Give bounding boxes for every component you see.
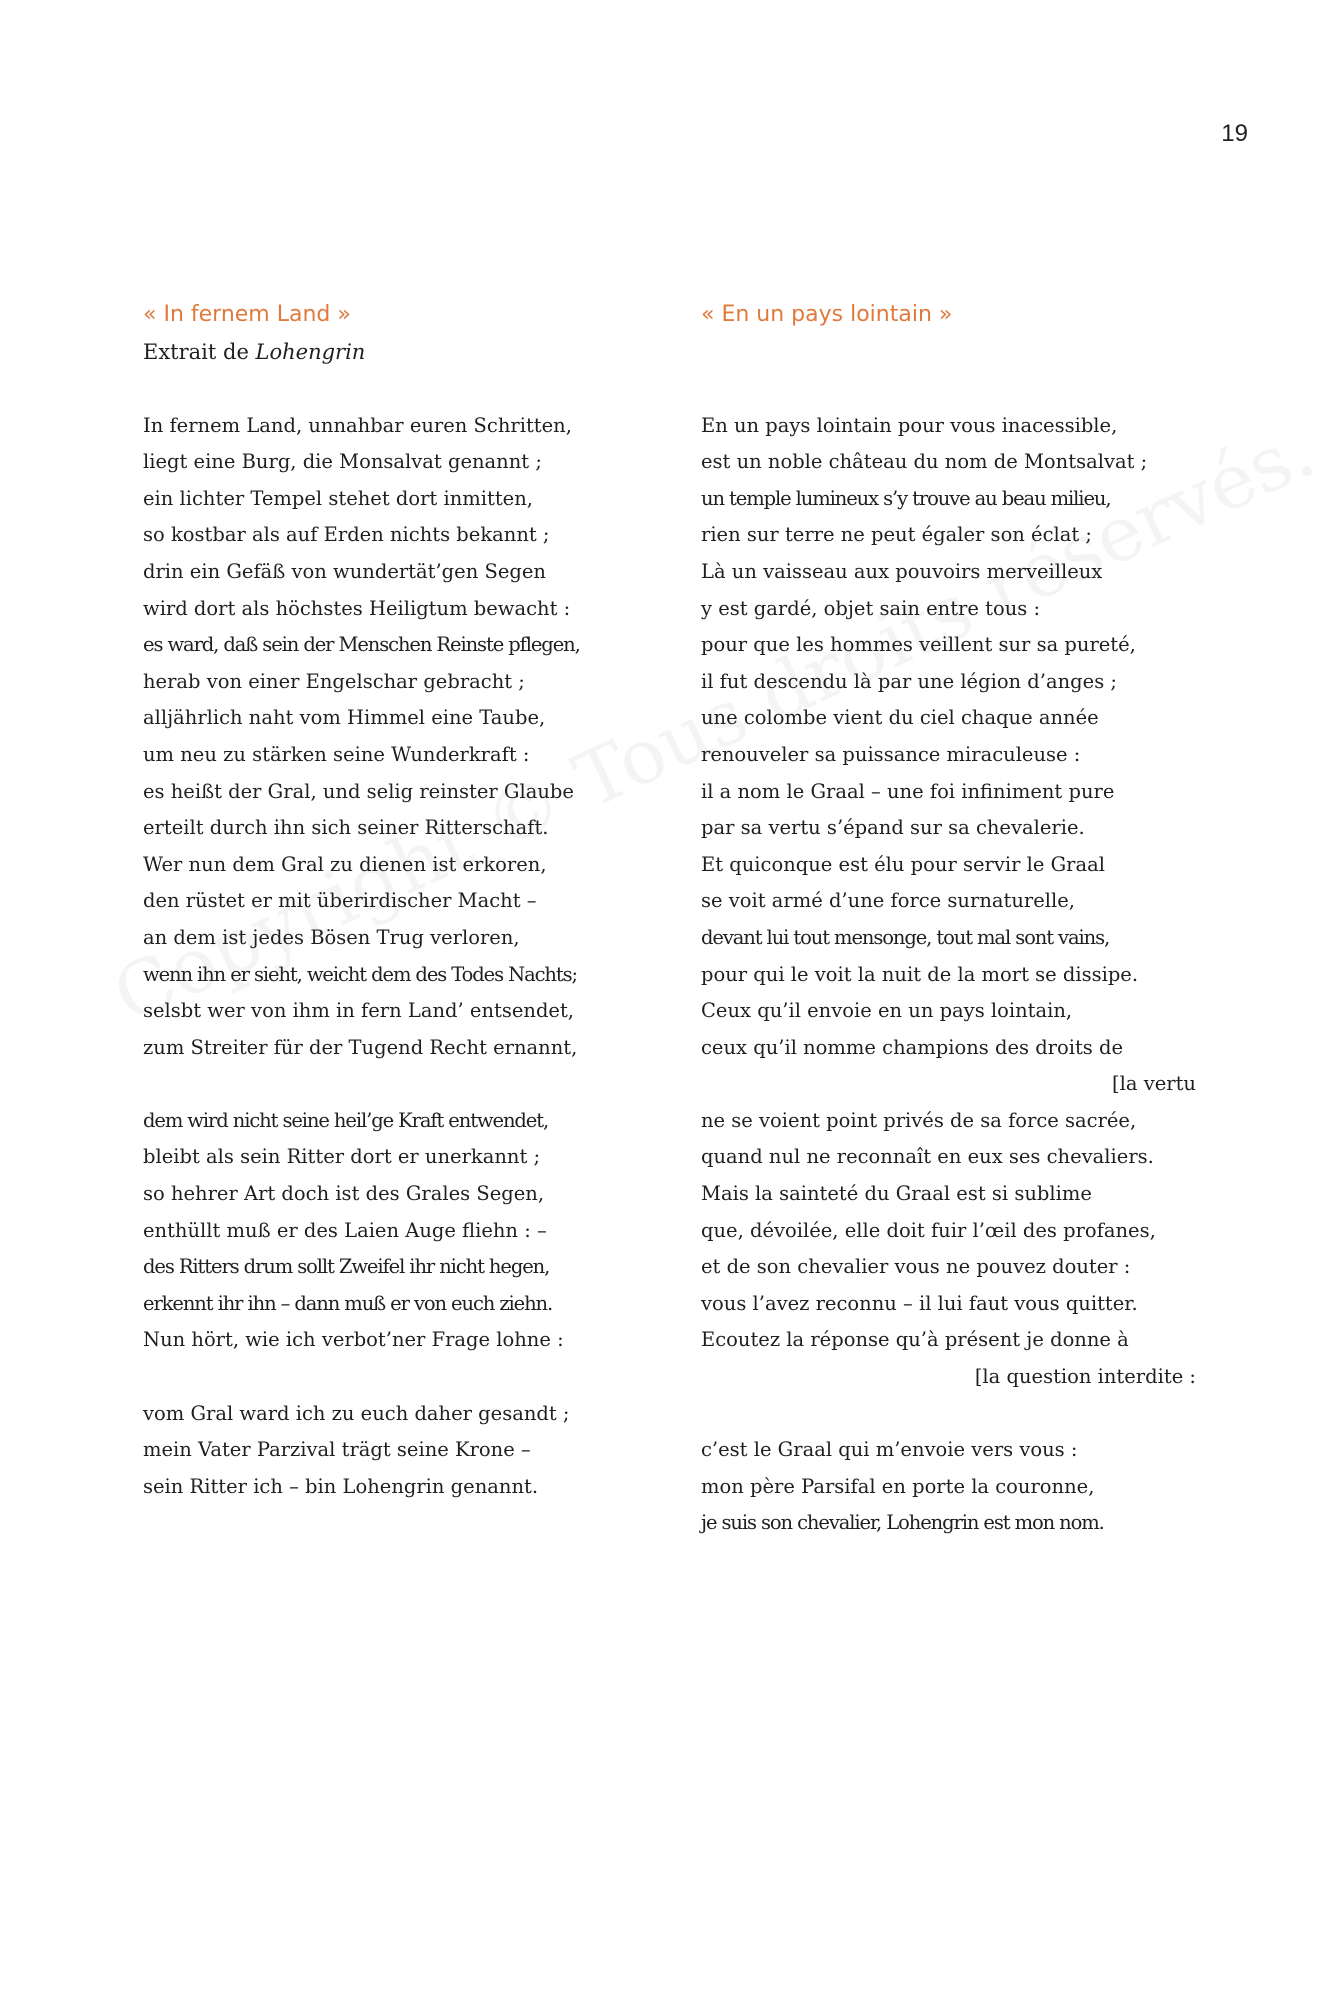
verse-line: es heißt der Gral, und selig reinster Glaube	[143, 779, 574, 803]
verse-line: que, dévoilée, elle doit fuir l’œil des profanes,	[701, 1218, 1156, 1242]
verse-line: pour que les hommes veillent sur sa pureté,	[701, 633, 1136, 657]
verse-line: Là un vaisseau aux pouvoirs merveilleux	[701, 559, 1103, 583]
verse-line: y est gardé, objet sain entre tous :	[701, 596, 1041, 620]
verse-line: so kostbar als auf Erden nichts bekannt ;	[143, 523, 550, 547]
verse-line: zum Streiter für der Tugend Recht ernannt,	[143, 1035, 578, 1059]
verse-line: es ward, daß sein der Menschen Reinste pflegen,	[143, 633, 580, 657]
verse-line: dem wird nicht seine heil’ge Kraft entwendet,	[143, 1108, 549, 1132]
verse-line: devant lui tout mensonge, tout mal sont vains,	[701, 925, 1110, 949]
verse-line: Ceux qu’il envoie en un pays lointain,	[701, 999, 1073, 1023]
verse-line: mein Vater Parzival trägt seine Krone –	[143, 1438, 531, 1462]
verse-line: enthüllt muß er des Laien Auge fliehn : –	[143, 1218, 547, 1242]
verse-line: an dem ist jedes Bösen Trug verloren,	[143, 925, 520, 949]
verse-line: quand nul ne reconnaît en eux ses chevaliers.	[701, 1145, 1154, 1169]
verse-line: Et quiconque est élu pour servir le Graal	[701, 852, 1105, 876]
german-subtitle	[143, 334, 673, 371]
verse-line: ein lichter Tempel stehet dort inmitten,	[143, 486, 533, 510]
verse-line: alljährlich naht vom Himmel eine Taube,	[143, 706, 546, 730]
verse-line: In fernem Land, unnahbar euren Schritten,	[143, 413, 572, 437]
subtitle-work: Lohengrin	[255, 340, 366, 364]
verse-line: je suis son chevalier, Lohengrin est mon nom.	[701, 1511, 1104, 1535]
verse-line: erteilt durch ihn sich seiner Ritterschaft.	[143, 816, 549, 840]
verse-line: vom Gral ward ich zu euch daher gesandt ;	[143, 1401, 570, 1425]
verse-line: wird dort als höchstes Heiligtum bewacht :	[143, 596, 571, 620]
verse-line: En un pays lointain pour vous inacessible,	[701, 413, 1118, 437]
verse-line: Nun hört, wie ich verbot’ner Frage lohne :	[143, 1328, 564, 1352]
verse-line: wenn ihn er sieht, weicht dem des Todes Nachts;	[143, 962, 578, 986]
verse-continuation: [la vertu	[1112, 1072, 1196, 1096]
verse-line: est un noble château du nom de Montsalvat ;	[701, 450, 1148, 474]
page-number: 19	[1221, 120, 1248, 147]
verse-line: renouveler sa puissance miraculeuse :	[701, 742, 1081, 766]
french-column	[701, 296, 1231, 1579]
verse-line: erkennt ihr ihn – dann muß er von euch ziehn.	[143, 1291, 553, 1315]
verse-line: sein Ritter ich – bin Lohengrin genannt.	[143, 1474, 539, 1498]
german-stanza-1	[143, 408, 673, 1067]
verse-line: herab von einer Engelschar gebracht ;	[143, 669, 525, 693]
verse-line: c’est le Graal qui m’envoie vers vous :	[701, 1438, 1078, 1462]
verse-continuation: [la question interdite :	[974, 1365, 1196, 1389]
verse-line: drin ein Gefäß von wundertät’gen Segen	[143, 559, 546, 583]
verse-line: den rüstet er mit überirdischer Macht –	[143, 889, 537, 913]
verse-line: se voit armé d’une force surnaturelle,	[701, 889, 1075, 913]
french-stanza-2	[701, 1432, 1231, 1542]
verse-line: il fut descendu là par une légion d’anges ;	[701, 669, 1117, 693]
verse-line: Mais la sainteté du Graal est si sublime	[701, 1182, 1092, 1206]
verse-line: um neu zu stärken seine Wunderkraft :	[143, 742, 530, 766]
french-title: « En un pays lointain »	[701, 302, 953, 327]
subtitle-prefix: Extrait de	[143, 340, 256, 364]
german-stanza-2	[143, 1103, 673, 1359]
verse-line: ne se voient point privés de sa force sacrée,	[701, 1108, 1137, 1132]
french-stanza-1	[701, 408, 1231, 1396]
verse-line: pour qui le voit la nuit de la mort se dissipe.	[701, 962, 1139, 986]
verse-line: mon père Parsifal en porte la couronne,	[701, 1474, 1095, 1498]
verse-line: un temple lumineux s’y trouve au beau milieu,	[701, 486, 1111, 510]
verse-line: bleibt als sein Ritter dort er unerkannt ;	[143, 1145, 541, 1169]
german-title: « In fernem Land »	[143, 302, 351, 327]
german-column	[143, 296, 673, 1542]
verse-line: des Ritters drum sollt Zweifel ihr nicht hegen,	[143, 1255, 550, 1279]
verse-line: et de son chevalier vous ne pouvez douter :	[701, 1255, 1131, 1279]
verse-line: une colombe vient du ciel chaque année	[701, 706, 1099, 730]
verse-line: rien sur terre ne peut égaler son éclat ;	[701, 523, 1092, 547]
german-stanza-3	[143, 1396, 673, 1506]
verse-line: selsbt wer von ihm in fern Land’ entsendet,	[143, 999, 574, 1023]
verse-line: ceux qu’il nomme champions des droits de	[701, 1035, 1124, 1059]
verse-line: Ecoutez la réponse qu’à présent je donne à	[701, 1328, 1129, 1352]
verse-line: liegt eine Burg, die Monsalvat genannt ;	[143, 450, 542, 474]
verse-line: il a nom le Graal – une foi infiniment pure	[701, 779, 1115, 803]
verse-line: so hehrer Art doch ist des Grales Segen,	[143, 1182, 545, 1206]
verse-line: Wer nun dem Gral zu dienen ist erkoren,	[143, 852, 547, 876]
verse-line: par sa vertu s’épand sur sa chevalerie.	[701, 816, 1085, 840]
verse-line: vous l’avez reconnu – il lui faut vous quitter.	[701, 1291, 1138, 1315]
